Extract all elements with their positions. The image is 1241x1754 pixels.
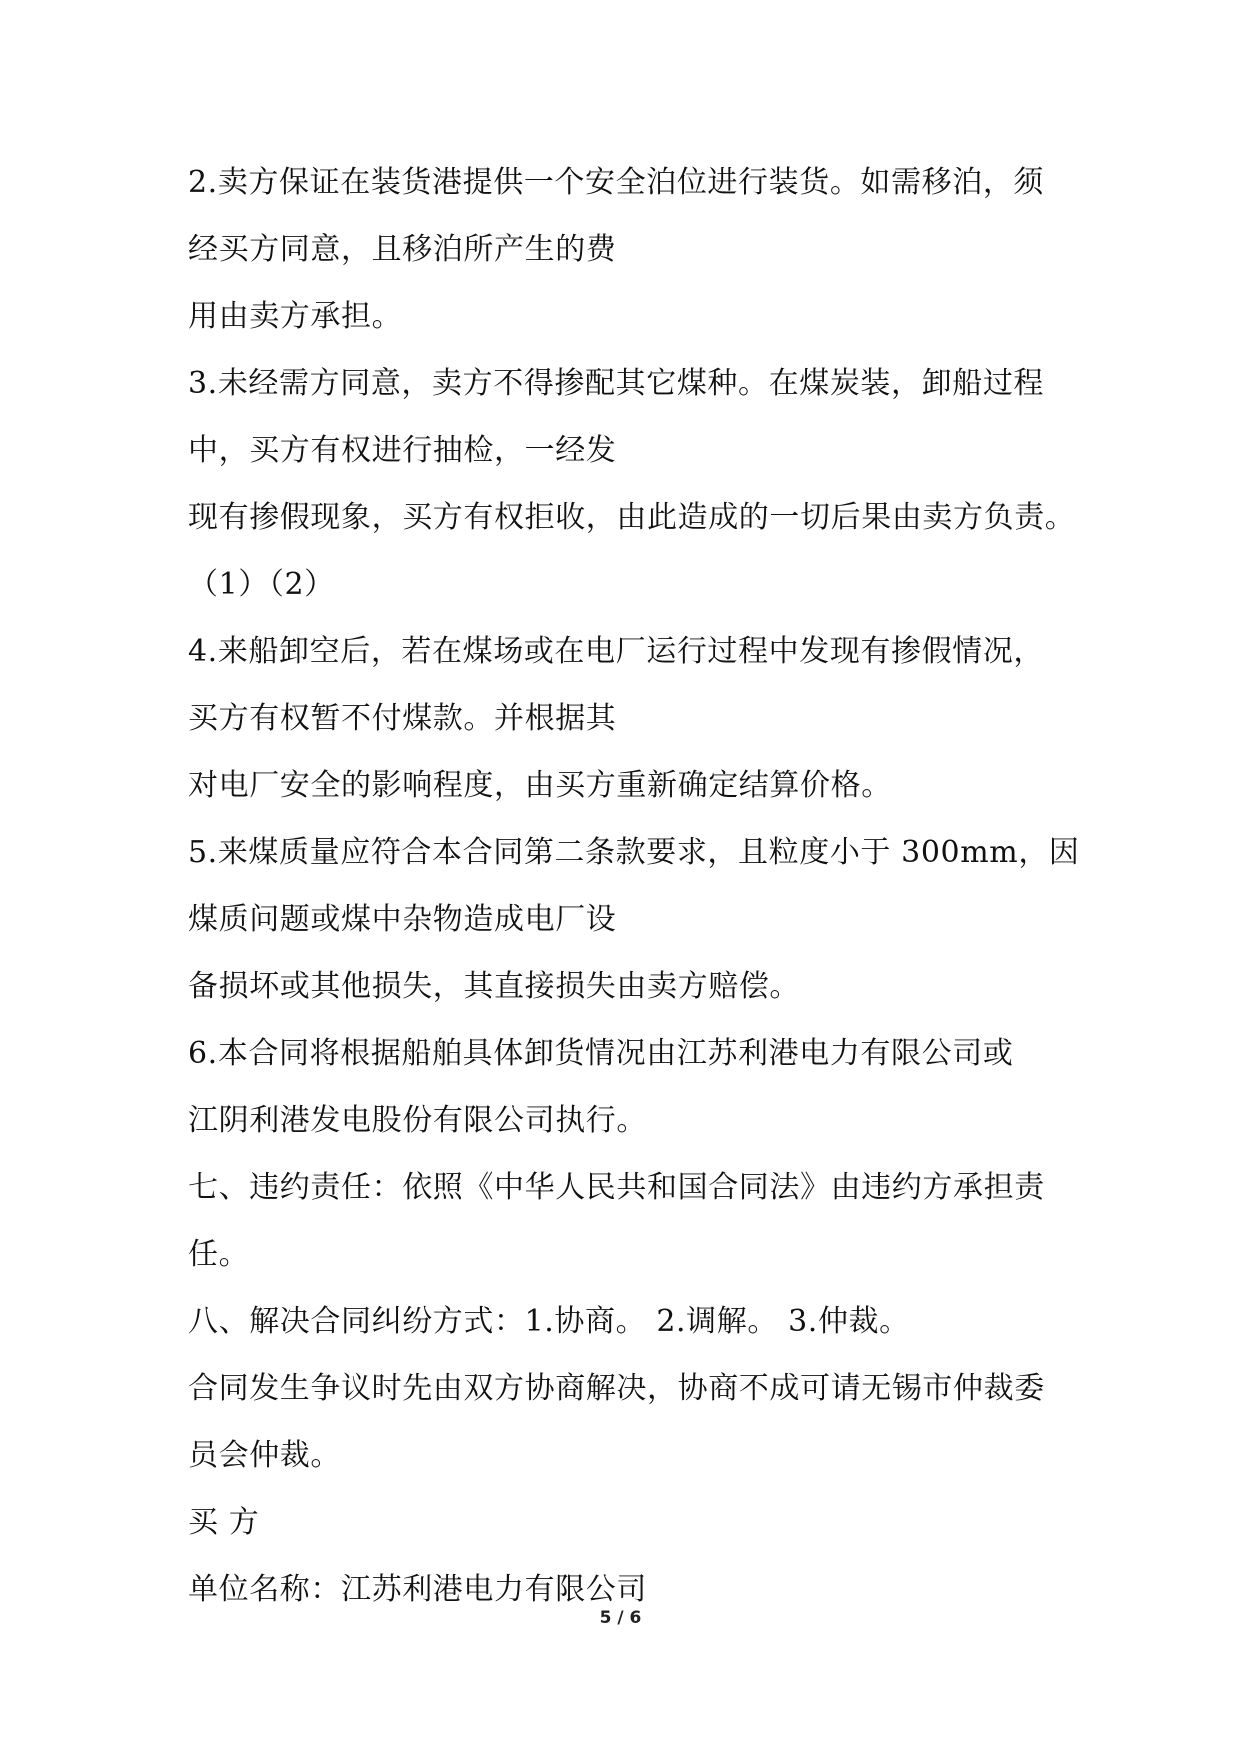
text-line: 煤质问题或煤中杂物造成电厂设	[188, 902, 617, 937]
text-line: 员会仲裁。	[188, 1438, 341, 1473]
text-line: 经买方同意，且移泊所产生的费	[188, 232, 617, 267]
text-line: 江阴利港发电股份有限公司执行。	[188, 1103, 647, 1138]
text-line: （1）（2）	[188, 567, 335, 602]
text-line: 5.来煤质量应符合本合同第二条款要求，且粒度小于 300mm，因	[188, 835, 1080, 870]
text-line: 买 方	[188, 1505, 260, 1540]
text-line: 2.卖方保证在装货港提供一个安全泊位进行装货。如需移泊，须	[188, 165, 1045, 200]
text-line: 对电厂安全的影响程度，由买方重新确定结算价格。	[188, 768, 892, 803]
text-line: 3.未经需方同意，卖方不得掺配其它煤种。在煤炭装，卸船过程	[188, 366, 1045, 401]
text-line: 中，买方有权进行抽检，一经发	[188, 433, 617, 468]
text-line: 4.来船卸空后，若在煤场或在电厂运行过程中发现有掺假情况，	[188, 634, 1045, 669]
text-line: 任。	[188, 1237, 250, 1272]
page-number: 5 / 6	[599, 1608, 642, 1628]
text-line: 八、解决合同纠纷方式：1.协商。 2.调解。 3.仲裁。	[188, 1304, 910, 1339]
text-line: 单位名称：江苏利港电力有限公司	[188, 1572, 647, 1607]
text-line: 买方有权暂不付煤款。并根据其	[188, 701, 617, 736]
text-line: 现有掺假现象，买方有权拒收，由此造成的一切后果由卖方负责。	[188, 500, 1076, 535]
document-body	[188, 158, 1080, 1632]
text-line: 备损坏或其他损失，其直接损失由卖方赔偿。	[188, 969, 800, 1004]
text-line: 七、违约责任：依照《中华人民共和国合同法》由违约方承担责	[188, 1170, 1045, 1205]
text-line: 用由卖方承担。	[188, 299, 403, 334]
text-line: 合同发生争议时先由双方协商解决，协商不成可请无锡市仲裁委	[188, 1371, 1045, 1406]
text-line: 6.本合同将根据船舶具体卸货情况由江苏利港电力有限公司或	[188, 1036, 1014, 1071]
